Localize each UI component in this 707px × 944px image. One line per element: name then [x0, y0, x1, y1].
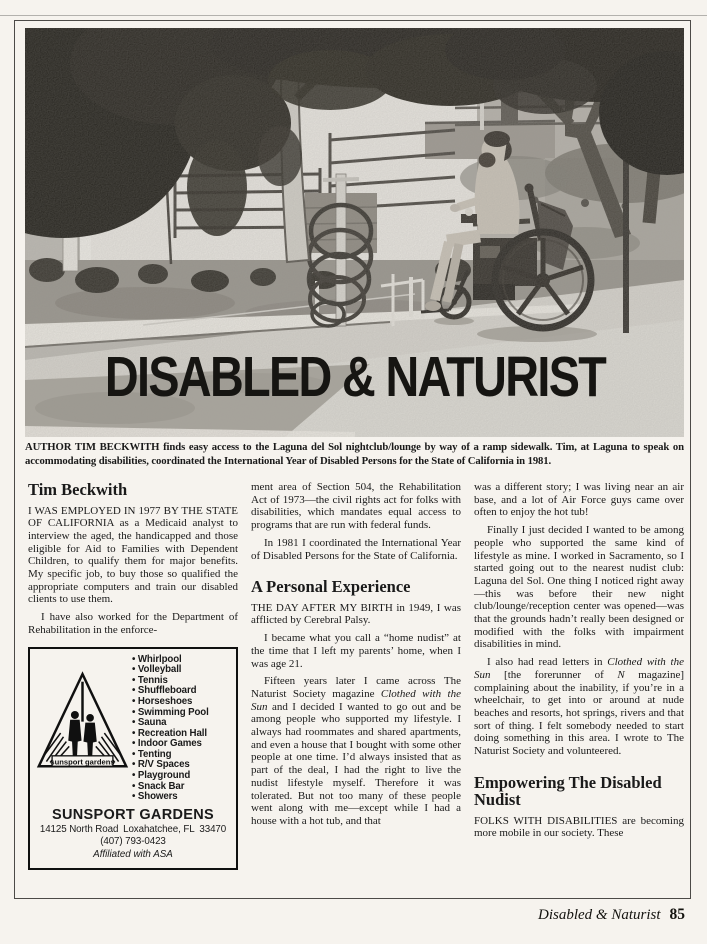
byline-heading: Tim Beckwith — [28, 480, 128, 499]
photo-caption: AUTHOR TIM BECKWITH finds easy access to the Laguna del Sol nightclub/lounge by way of a ramp sidewalk. Tim, at Laguna to speak on accommodating disabilities, coordinated the International Year of Disabled Persons for the State of California in 1981. — [25, 441, 684, 467]
amenity-item: • Playground — [132, 771, 231, 782]
column-1 — [28, 481, 238, 870]
article-title-overlay: DISABLED & NATURIST — [104, 345, 605, 409]
body-paragraph: Finally I just decided I wanted to be among people who supported the same kind of lifestyle as mine. I worked in Sacramento, so I started going out to the nearest nudist club: Laguna del Sol. One thing I noticed right away—this was before their new night club/lounge/reception center was opened—was that the grounds hadn’t really been designed or modified with the folks with impairment disabilities in mind. — [474, 524, 684, 651]
footer-magazine-title: Disabled & Naturist — [537, 907, 661, 923]
amenity-item: • Recreation Hall — [132, 729, 231, 740]
svg-text:sunsport gardens: sunsport gardens — [50, 756, 115, 766]
amenity-item: • Whirlpool — [132, 655, 231, 666]
sunsport-gardens-ad — [28, 647, 238, 870]
amenity-item: • Tenting — [132, 750, 231, 761]
amenity-item: • Volleyball — [132, 665, 231, 676]
article-photo — [25, 28, 684, 437]
amenity-item: • Shuffleboard — [132, 686, 231, 697]
page-footer — [14, 906, 685, 924]
body-paragraph: was a different story; I was living near an air base, and a lot of Air Force guys came over often to enjoy the hot tub! — [474, 481, 684, 519]
amenity-item: • Snack Bar — [132, 782, 231, 793]
body-paragraph: I WAS EMPLOYED IN 1977 BY THE STATE OF CALIFORNIA as a Medicaid analyst to interview the aged, the handicapped and those eligible for Aid to Families with Dependent Children, to qualify them for major benefits. My specific job, to buy those so qualified the appropriate computers and train our disabled clients to use them. — [28, 504, 238, 606]
sunsport-logo — [35, 654, 130, 782]
amenity-item: • R/V Spaces — [132, 760, 231, 771]
sunsport-logo-icon — [35, 670, 130, 778]
ad-name: SUNSPORT GARDENS — [52, 806, 214, 823]
page-top-rule — [0, 15, 707, 16]
amenity-item: • Showers — [132, 792, 231, 803]
ad-address: 14125 North Road Loxahatchee, FL 33470 — [39, 823, 227, 835]
body-paragraph: I have also worked for the Department of Rehabilitation in the enforce- — [28, 611, 238, 636]
amenity-item: • Swimming Pool — [132, 708, 231, 719]
body-paragraph: THE DAY AFTER MY BIRTH in 1949, I was afflicted by Cerebral Palsy. — [251, 601, 461, 627]
column-2 — [251, 481, 461, 870]
amenity-item: • Indoor Games — [132, 739, 231, 750]
body-paragraph: FOLKS WITH DISABILITIES are becoming more mobile in our society. These — [474, 814, 684, 840]
ad-phone: (407) 793-0423 — [100, 835, 166, 847]
amenity-item: • Horseshoes — [132, 697, 231, 708]
amenity-item: • Sauna — [132, 718, 231, 729]
section-heading-personal-experience: A Personal Experience — [251, 577, 411, 597]
article-columns — [28, 481, 684, 870]
footer-page-number: 85 — [669, 906, 685, 923]
body-paragraph: In 1981 I coordinated the International Year of Disabled Persons for the State of California. — [251, 536, 461, 562]
ad-amenity-list — [130, 654, 231, 803]
column-3 — [474, 481, 684, 870]
section-heading-empowering: Empowering The Disabled Nudist — [474, 772, 662, 810]
body-paragraph: I also had read letters in Clothed with the Sun [the forerunner of N magazine] complaining about the inability, if you’re in a wheelchair, to get into or around at nude beaches and resorts, hot springs, rivers and that sort of thing. I felt somebody needed to start doing something in this area. I wrote to The Naturist Society and volunteered. — [474, 656, 684, 758]
body-paragraph: I became what you call a “home nudist” at the time that I left my parents’ home, when I was age 21. — [251, 632, 461, 670]
body-paragraph: ment area of Section 504, the Rehabilitation Act of 1973—the civil rights act for folks with disabilities, which mandates equal access to programs that are run with federal funds. — [251, 481, 461, 532]
amenity-item: • Tennis — [132, 676, 231, 687]
body-paragraph: Fifteen years later I came across The Naturist Society magazine Clothed with the Sun and I decided I wanted to go out and be among people who supported my lifestyle. I always had roommates and shared apartments, and even a house that I bought with some other people at one time. I’d always insisted that as part of the deal, I had the right to live the nudist lifestyle myself. Therefore it was tolerated. But not too many of these people went along with me—except while I had a house with a hot tub, and that — [251, 675, 461, 827]
ad-affiliation: Affiliated with ASA — [93, 848, 173, 860]
